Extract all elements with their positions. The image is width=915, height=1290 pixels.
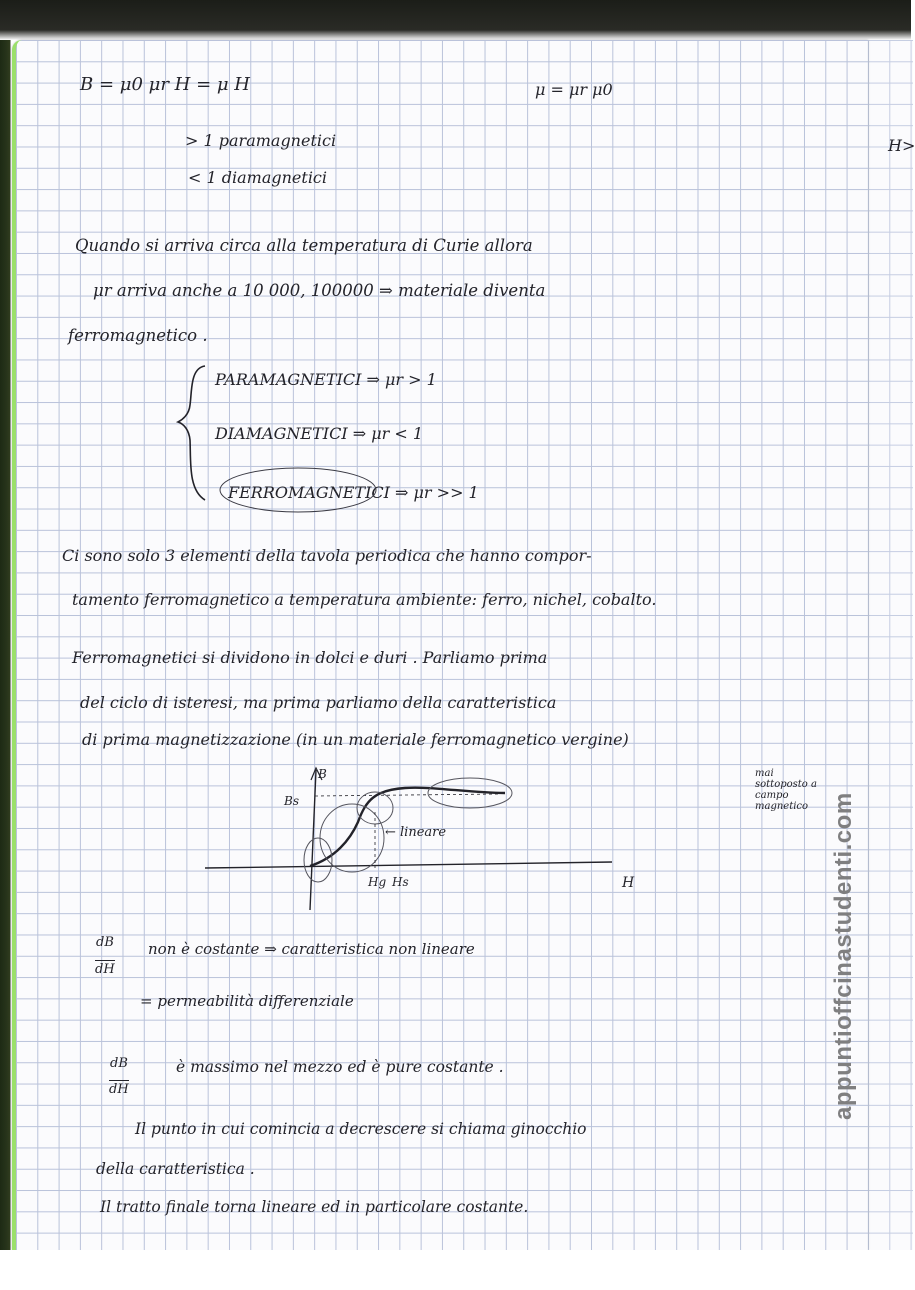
graph-label-b: B: [318, 767, 327, 781]
next-page-mark: H>: [888, 136, 915, 155]
para2-line4: del ciclo di isteresi, ma prima parliamo della caratteristica: [80, 693, 557, 712]
graph-label-h: H: [622, 875, 635, 891]
bottom-margin: [0, 1250, 911, 1290]
side-note: mai sottoposto a campo magnetico: [755, 768, 817, 812]
brace-mark: [178, 366, 205, 500]
para2-line2: tamento ferromagnetico a temperatura ambiente: ferro, nichel, cobalto.: [72, 590, 657, 609]
formula-main: B = μ0 μr H = μ H: [80, 74, 250, 95]
formula-side: μ = μr μ0: [535, 80, 613, 99]
graph-label-lineare: ← lineare: [385, 825, 447, 840]
para2-line1: Ci sono solo 3 elementi della tavola periodica che hanno compor-: [62, 546, 592, 565]
para3-line3: Il tratto finale torna lineare ed in particolare costante.: [100, 1198, 529, 1216]
graph-label-bs: Bs: [284, 794, 299, 808]
deriv-line2: = permeabilità differenziale: [140, 992, 354, 1010]
para1-line1: Quando si arriva circa alla temperatura di Curie allora: [75, 236, 533, 255]
para2-line5: di prima magnetizzazione (in un materiale ferromagnetico vergine): [82, 730, 629, 749]
graph-label-hg: Hg: [368, 875, 387, 889]
para3-line1: Il punto in cui comincia a decrescere si chiama ginocchio: [135, 1120, 587, 1138]
axis-horizontal: [205, 862, 612, 868]
para3-line2: della caratteristica .: [96, 1160, 255, 1178]
para1-line3: ferromagnetico .: [68, 326, 208, 345]
ferro-circle: [220, 468, 376, 512]
bs-level-line: [315, 794, 500, 796]
deriv2-line: è massimo nel mezzo ed è pure costante .: [176, 1058, 504, 1076]
para2-line3: Ferromagnetici si dividono in dolci e duri . Parliamo prima: [72, 648, 548, 667]
line-paramagnetici: > 1 paramagnetici: [185, 131, 337, 150]
para1-line2: μr arriva anche a 10 000, 100000 ⇒ materiale diventa: [93, 281, 546, 300]
deriv2-denominator: dH: [109, 1082, 129, 1097]
deriv-numerator: dB: [96, 935, 114, 950]
brace-dia: DIAMAGNETICI ⇒ μr < 1: [215, 424, 424, 443]
deriv2-numerator: dB: [110, 1056, 128, 1071]
line-diamagnetici: < 1 diamagnetici: [188, 168, 328, 187]
brace-ferro: FERROMAGNETICI ⇒ μr >> 1: [228, 483, 479, 502]
graph-label-hs: Hs: [392, 875, 409, 889]
deriv-denominator: dH: [95, 962, 115, 977]
brace-para: PARAMAGNETICI ⇒ μr > 1: [215, 370, 437, 389]
watermark-text: appuntioffcinastudenti.com: [830, 792, 857, 1120]
deriv-line1: non è costante ⇒ caratteristica non lineare: [148, 940, 475, 958]
axis-vertical: [310, 770, 316, 910]
region-circle-mid: [320, 804, 384, 872]
